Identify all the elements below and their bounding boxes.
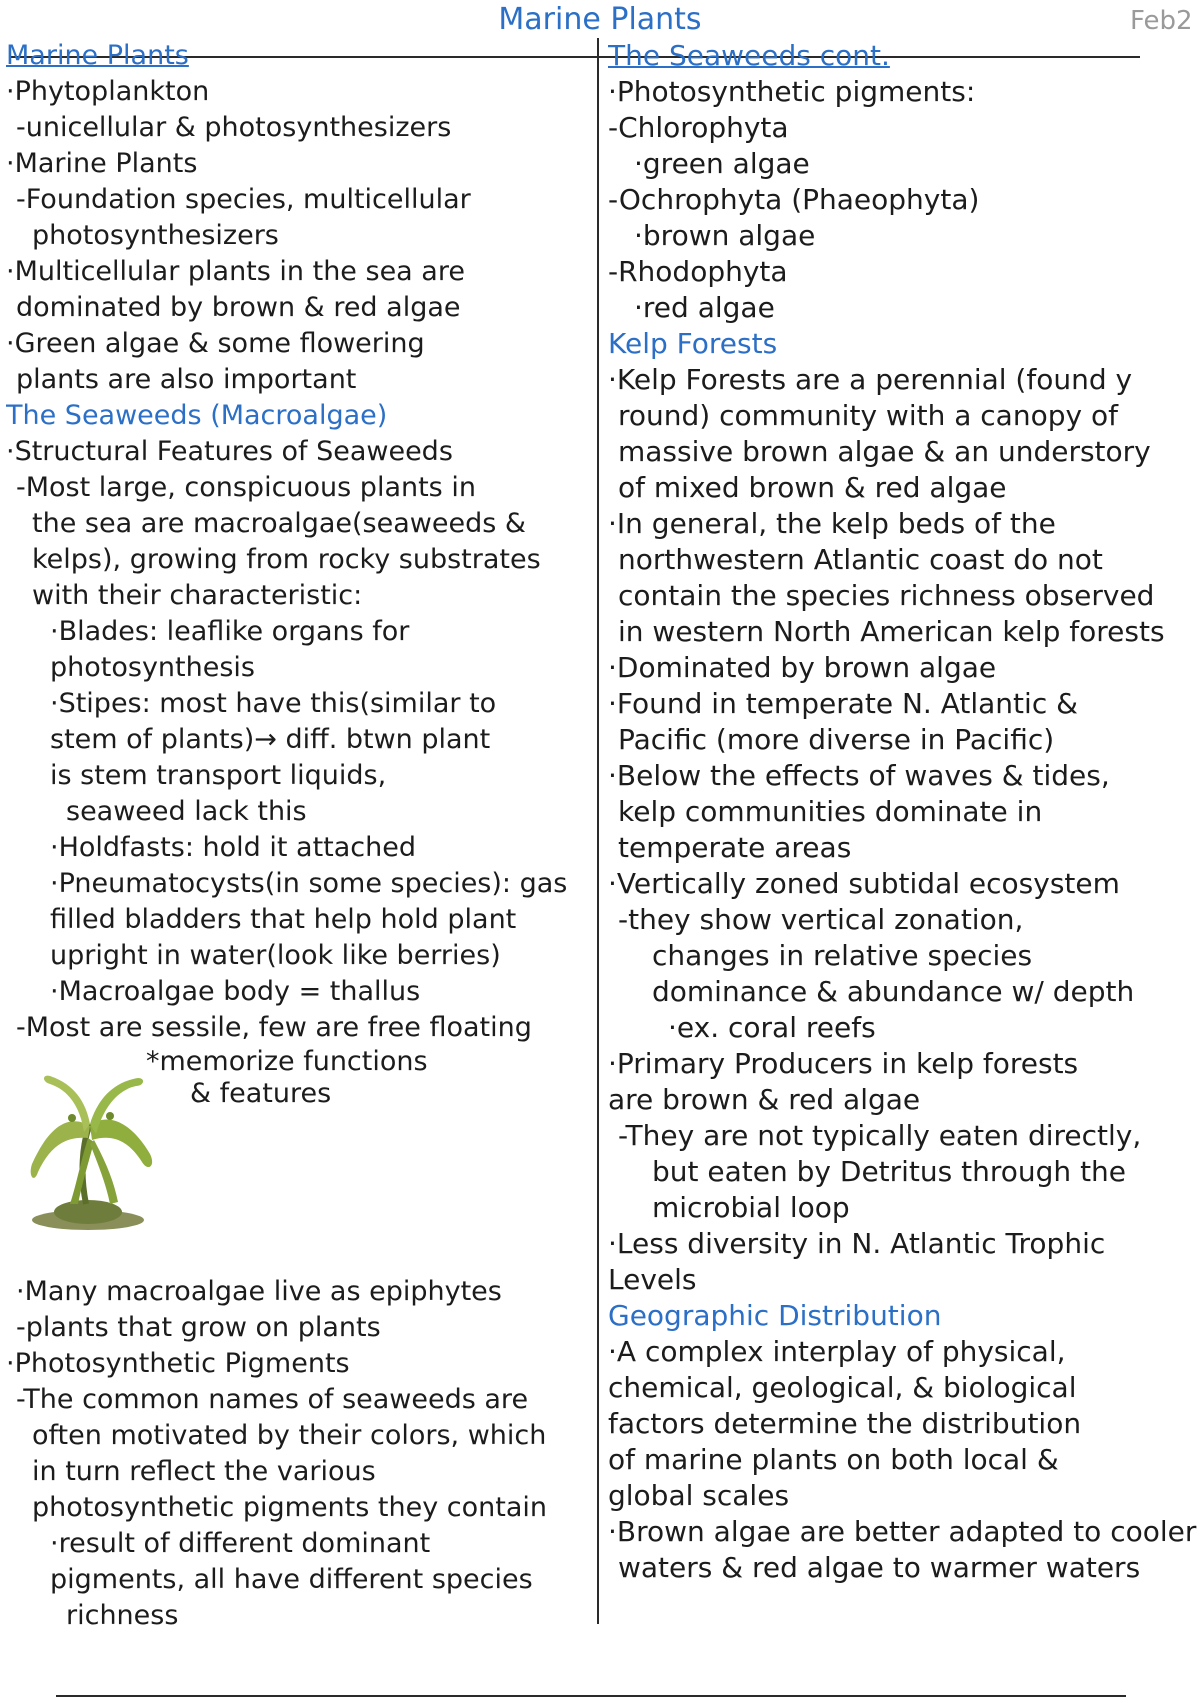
note-line: the sea are macroalgae(seaweeds & xyxy=(32,508,526,539)
note-line: ·Pneumatocysts(in some species): gas xyxy=(50,868,568,899)
note-line: -Most large, conspicuous plants in xyxy=(16,472,476,503)
note-line: -plants that grow on plants xyxy=(16,1312,381,1343)
note-line: ·Vertically zoned subtidal ecosystem xyxy=(608,867,1120,900)
note-line: often motivated by their colors, which xyxy=(32,1420,547,1451)
note-line: richness xyxy=(66,1600,179,1631)
section-heading: Marine Plants xyxy=(6,40,189,71)
note-line: kelp communities dominate in xyxy=(618,795,1043,828)
section-heading: The Seaweeds (Macroalgae) xyxy=(6,400,388,431)
note-line: dominance & abundance w/ depth xyxy=(652,975,1135,1008)
footer-rule xyxy=(56,1695,1126,1697)
note-line: -Rhodophyta xyxy=(608,255,788,288)
note-line: -they show vertical zonation, xyxy=(618,903,1024,936)
note-line: ·Kelp Forests are a perennial (found y xyxy=(608,363,1133,396)
note-line: of marine plants on both local & xyxy=(608,1443,1059,1476)
note-line: upright in water(look like berries) xyxy=(50,940,501,971)
note-line: ·red algae xyxy=(634,291,775,324)
note-line: waters & red algae to warmer waters xyxy=(618,1551,1141,1584)
note-line: plants are also important xyxy=(16,364,357,395)
left-notes-top xyxy=(6,38,592,1046)
note-line: contain the species richness observed xyxy=(618,579,1155,612)
note-line: ·Structural Features of Seaweeds xyxy=(6,436,453,467)
note-line: ·Many macroalgae live as epiphytes xyxy=(16,1276,502,1307)
note-line: changes in relative species xyxy=(652,939,1033,972)
note-line: -Most are sessile, few are free floating xyxy=(16,1012,532,1043)
note-line: photosynthesis xyxy=(50,652,255,683)
page-title: Marine Plants xyxy=(498,2,702,37)
note-line: ·Marine Plants xyxy=(6,148,198,179)
note-line: massive brown algae & an understory xyxy=(618,435,1151,468)
note-line: ·Dominated by brown algae xyxy=(608,651,997,684)
kelp-figure-row xyxy=(6,1046,592,1238)
memo-line: & features xyxy=(190,1078,332,1109)
note-line: northwestern Atlantic coast do not xyxy=(618,543,1103,576)
section-heading: The Seaweeds cont. xyxy=(608,39,890,72)
note-line: photosynthetic pigments they contain xyxy=(32,1492,547,1523)
note-line: Pacific (more diverse in Pacific) xyxy=(618,723,1055,756)
note-line: ·Photosynthetic pigments: xyxy=(608,75,976,108)
note-line: ·Multicellular plants in the sea are xyxy=(6,256,465,287)
spacer xyxy=(6,1238,592,1274)
note-line: ·Brown algae are better adapted to cooler xyxy=(608,1515,1197,1548)
note-line: in western North American kelp forests xyxy=(618,615,1165,648)
note-line: with their characteristic: xyxy=(32,580,363,611)
note-line: ·Below the effects of waves & tides, xyxy=(608,759,1110,792)
note-line: chemical, geological, & biological xyxy=(608,1371,1077,1404)
note-line: -They are not typically eaten directly, xyxy=(618,1119,1142,1152)
page-date: Feb2 xyxy=(1130,6,1193,36)
note-line: ·A complex interplay of physical, xyxy=(608,1335,1066,1368)
note-line: -unicellular & photosynthesizers xyxy=(16,112,452,143)
note-line: temperate areas xyxy=(618,831,852,864)
note-line: pigments, all have different species xyxy=(50,1564,533,1595)
note-line: ·result of different dominant xyxy=(50,1528,431,1559)
note-line: Levels xyxy=(608,1263,697,1296)
column-divider xyxy=(597,38,599,1624)
note-line: ·Found in temperate N. Atlantic & xyxy=(608,687,1078,720)
note-line: ·Holdfasts: hold it attached xyxy=(50,832,416,863)
note-line: kelps), growing from rocky substrates xyxy=(32,544,541,575)
memo-line: *memorize functions xyxy=(146,1046,428,1077)
note-line: are brown & red algae xyxy=(608,1083,921,1116)
note-line: -Foundation species, multicellular xyxy=(16,184,471,215)
note-line: ·Stipes: most have this(similar to xyxy=(50,688,497,719)
section-heading: Kelp Forests xyxy=(608,327,778,360)
note-line: ·ex. coral reefs xyxy=(668,1011,876,1044)
note-line: in turn reflect the various xyxy=(32,1456,376,1487)
note-line: -Chlorophyta xyxy=(608,111,789,144)
section-heading: Geographic Distribution xyxy=(608,1299,942,1332)
left-notes-bottom xyxy=(6,1274,592,1634)
note-line: but eaten by Detritus through the xyxy=(652,1155,1127,1188)
note-line: ·Green algae & some flowering xyxy=(6,328,425,359)
note-line: dominated by brown & red algae xyxy=(16,292,461,323)
note-line: ·Primary Producers in kelp forests xyxy=(608,1047,1079,1080)
memorize-note xyxy=(146,1046,586,1110)
note-line: microbial loop xyxy=(652,1191,850,1224)
note-line: ·Photosynthetic Pigments xyxy=(6,1348,350,1379)
note-line: -The common names of seaweeds are xyxy=(16,1384,529,1415)
note-line: ·In general, the kelp beds of the xyxy=(608,507,1056,540)
note-line: stem of plants)→ diff. btwn plant xyxy=(50,724,491,755)
note-line: round) community with a canopy of xyxy=(618,399,1118,432)
note-line: ·Macroalgae body = thallus xyxy=(50,976,421,1007)
note-line: is stem transport liquids, xyxy=(50,760,387,791)
note-line: of mixed brown & red algae xyxy=(618,471,1007,504)
note-line: filled bladders that help hold plant xyxy=(50,904,517,935)
note-line: seaweed lack this xyxy=(66,796,307,827)
note-line: photosynthesizers xyxy=(32,220,279,251)
note-line: ·Phytoplankton xyxy=(6,76,210,107)
note-line: factors determine the distribution xyxy=(608,1407,1082,1440)
note-line: ·brown algae xyxy=(634,219,816,252)
note-line: ·Blades: leaflike organs for xyxy=(50,616,410,647)
note-line: ·green algae xyxy=(634,147,810,180)
note-line: -Ochrophyta (Phaeophyta) xyxy=(608,183,980,216)
note-line: global scales xyxy=(608,1479,790,1512)
right-column xyxy=(608,38,1200,1586)
left-column xyxy=(6,38,592,1634)
right-notes xyxy=(608,38,1200,1586)
note-line: ·Less diversity in N. Atlantic Trophic xyxy=(608,1227,1106,1260)
